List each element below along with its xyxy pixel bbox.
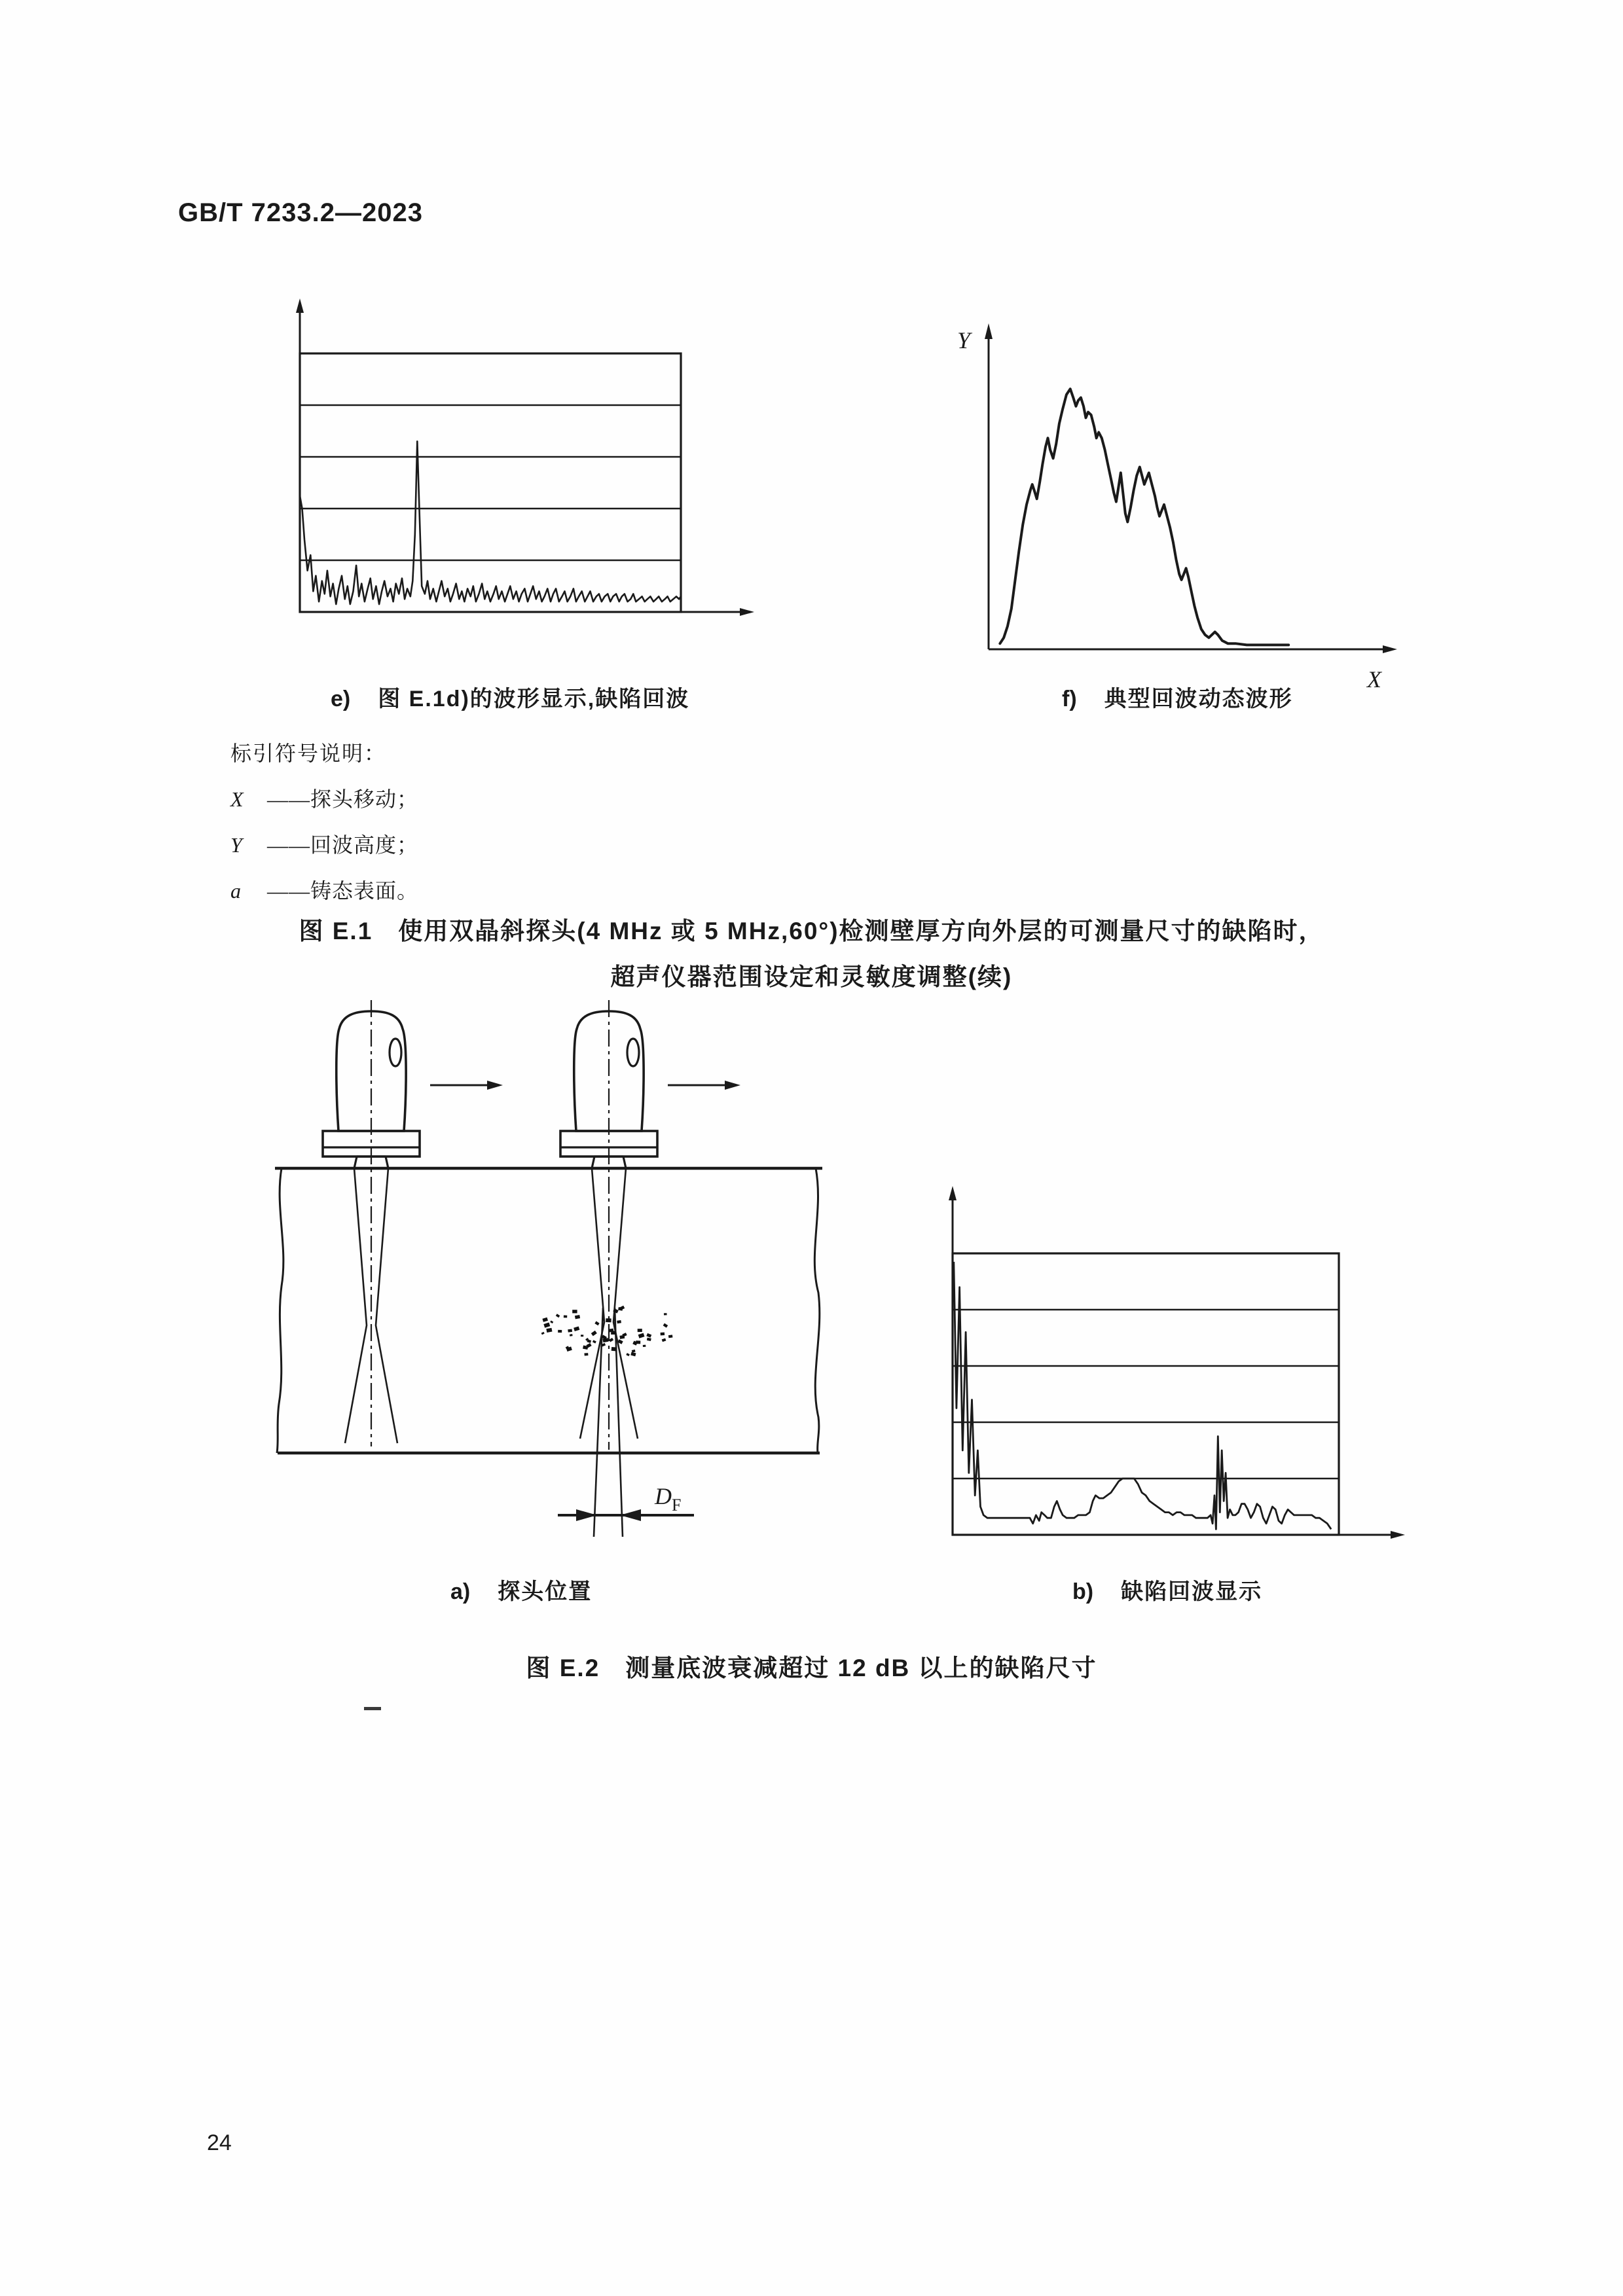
block-right-break-edge [814, 1168, 820, 1453]
defect-dot [638, 1333, 645, 1338]
block-left-break-edge [277, 1168, 283, 1453]
x-axis-arrow-icon [740, 608, 754, 616]
legend-title: 标引符号说明： [230, 742, 387, 765]
caption-a [450, 1573, 592, 1605]
x-axis-arrow-icon [1383, 645, 1397, 653]
legend-symbol: X [230, 787, 244, 811]
x-axis-label: X [1367, 666, 1381, 692]
defect-dot [570, 1334, 573, 1336]
caption-e-prefix: e) [331, 687, 351, 711]
caption-e-text: 图 E.1d)的波形显示,缺陷回波 [378, 687, 690, 711]
defect-dot [541, 1332, 545, 1335]
legend-item-x [230, 783, 418, 813]
figure-e2-caption: 图 E.2 测量底波衰减超过 12 dB 以上的缺陷尺寸 [526, 1655, 1097, 1681]
probe-right [541, 1000, 740, 1537]
x-axis-arrow-icon [1391, 1531, 1405, 1539]
figure-e1-caption-line2: 超声仪器范围设定和灵敏度调整(续) [610, 963, 1013, 990]
defect-dot [575, 1315, 580, 1319]
probe-motion-arrow-icon [725, 1081, 740, 1090]
grid-frame [953, 1253, 1339, 1535]
defect-dot [546, 1328, 552, 1333]
legend-symbol: a [230, 879, 242, 903]
defect-dot [617, 1320, 621, 1323]
caption-b-text: 缺陷回波显示 [1121, 1579, 1263, 1604]
y-axis-arrow-icon [296, 298, 304, 313]
y-axis-label: Y [957, 327, 971, 353]
legend-desc: ——铸态表面。 [267, 879, 419, 903]
defect-dot [668, 1335, 673, 1338]
caption-e [331, 681, 689, 713]
legend-item-a [230, 874, 418, 905]
figure-e2b-ascan-chart [936, 1178, 1408, 1571]
ascan-grid [953, 1253, 1339, 1535]
defect-dot [542, 1318, 548, 1322]
defect-dot [611, 1347, 617, 1352]
defect-dot [643, 1345, 646, 1347]
figure-e1-caption-line1: 图 E.1 使用双晶斜探头(4 MHz 或 5 MHz,60°)检测壁厚方向外层的可测量尺寸的缺陷时， [299, 918, 1324, 944]
caption-a-prefix: a) [450, 1579, 471, 1604]
defect-dot [663, 1323, 668, 1328]
defect-dot [646, 1333, 651, 1338]
caption-a-text: 探头位置 [498, 1579, 593, 1604]
defect-dot [594, 1321, 599, 1326]
defect-dot [638, 1329, 642, 1332]
defect-dot [568, 1329, 572, 1333]
legend-desc: ——回波高度； [267, 833, 419, 857]
defect-dot [584, 1353, 588, 1355]
defect-dot [636, 1340, 640, 1344]
caption-b [1072, 1573, 1262, 1605]
defect-dot [543, 1323, 550, 1328]
beam-edge-left [345, 1168, 367, 1443]
probe-left [323, 1000, 503, 1446]
beam-edge-right [376, 1168, 397, 1443]
figure-e2a-probe-diagram [262, 995, 851, 1558]
echo-envelope-trace [1000, 389, 1288, 645]
defect-dot [558, 1330, 562, 1333]
caption-b-prefix: b) [1072, 1579, 1094, 1604]
standard-number-header: GB/T 7233.2—2023 [178, 198, 423, 227]
caption-f-text: 典型回波动态波形 [1104, 687, 1293, 711]
defect-dot [632, 1350, 636, 1353]
defect-dot [572, 1310, 577, 1313]
defect-dot [661, 1333, 665, 1336]
defect-dot [556, 1314, 560, 1318]
defect-dot [550, 1321, 553, 1324]
ascan-signal-trace [300, 441, 681, 604]
legend-item-y [230, 829, 418, 859]
caption-f-prefix: f) [1062, 687, 1077, 711]
defect-dot [606, 1318, 611, 1322]
dimension-arrow-icon [620, 1509, 641, 1521]
defect-dot [630, 1352, 636, 1357]
legend-symbol: Y [230, 833, 243, 857]
page-number: 24 [207, 2130, 232, 2155]
figure-e1e-ascan-chart [288, 295, 759, 668]
caption-f [1062, 681, 1293, 713]
legend-desc: ——探头移动； [267, 787, 419, 811]
probe-connector [390, 1039, 401, 1066]
y-axis-arrow-icon [949, 1186, 957, 1200]
defect-dot [609, 1338, 613, 1342]
defect-dot [664, 1313, 667, 1315]
y-axis-arrow-icon [985, 323, 993, 339]
df-label: $D_F$ [655, 1483, 682, 1515]
defect-dot [609, 1329, 614, 1333]
defect-dot [581, 1335, 583, 1336]
probe-motion-arrow-icon [487, 1081, 503, 1090]
defect-dot [626, 1353, 630, 1356]
defect-dot [591, 1331, 597, 1336]
defect-dot [593, 1340, 596, 1343]
ascan-signal-trace [954, 1262, 1331, 1529]
defect-dot [564, 1316, 567, 1318]
figure-e1f-envelope-chart [943, 301, 1414, 700]
df-dimension [558, 1483, 694, 1521]
defect-cluster [541, 1306, 673, 1357]
beam-edge-left [580, 1168, 604, 1439]
probe-connector [627, 1039, 639, 1066]
defect-dot [662, 1338, 666, 1342]
defect-dot [611, 1331, 615, 1335]
stray-dash-mark [364, 1707, 381, 1710]
